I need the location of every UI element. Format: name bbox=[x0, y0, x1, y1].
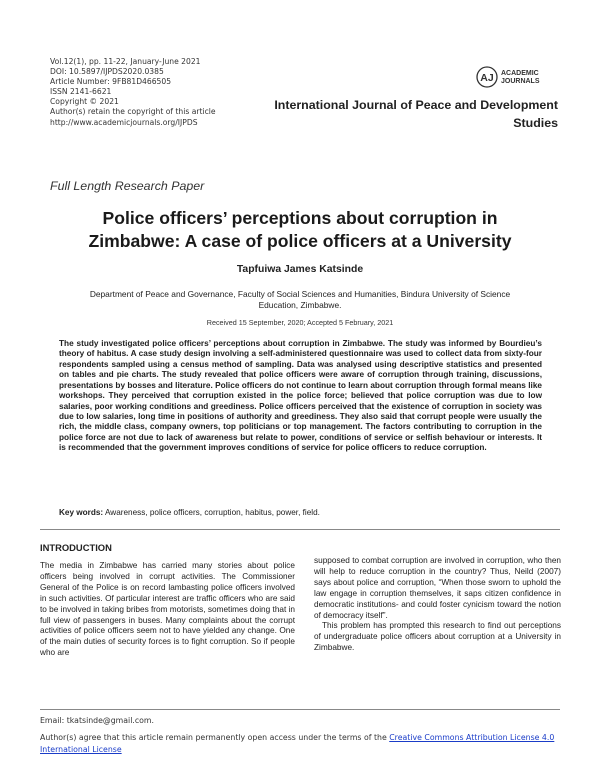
introduction-paragraph: This problem has prompted this research to find out perceptions of undergraduate police officers about corruption at a University in Zimbabwe. bbox=[314, 621, 561, 653]
introduction-heading: INTRODUCTION bbox=[40, 542, 112, 553]
paper-title-line2: Zimbabwe: A case of police officers at a University bbox=[88, 231, 512, 251]
author-email: Email: tkatsinde@gmail.com. bbox=[40, 716, 154, 725]
journal-name bbox=[258, 96, 558, 132]
keywords bbox=[59, 508, 542, 517]
affiliation-line2: Education, Zimbabwe. bbox=[258, 300, 342, 311]
meta-line[interactable]: http://www.academicjournals.org/IJPDS bbox=[50, 117, 198, 127]
article-metadata bbox=[50, 57, 216, 128]
meta-line: ISSN 2141-6621 bbox=[50, 87, 112, 97]
logo-mark: AJ bbox=[480, 72, 494, 84]
meta-line: Copyright © 2021 bbox=[50, 97, 119, 107]
paper-title bbox=[40, 207, 560, 253]
meta-line: Vol.12(1), pp. 11-22, January-June 2021 bbox=[50, 57, 201, 66]
affiliation-line1: Department of Peace and Governance, Faculty of Social Sciences and Humanities, Bindura University of Science bbox=[89, 289, 511, 299]
meta-line: Author(s) retain the copyright of this article bbox=[50, 107, 216, 117]
section-divider bbox=[40, 529, 560, 530]
author-name: Tapfuiwa James Katsinde bbox=[236, 264, 364, 275]
journal-name-line2: Studies bbox=[513, 116, 558, 130]
introduction-paragraph: supposed to combat corruption are involved in corruption, who then will help to reduce corruption in the country? Thus, Neild (2007) says about police and corruption, “When those sworn to uphold the law engage in corruption themselves, it saps citizen confidence in democratic institutions- and could foster cynicism toward the notion of democracy itself”. bbox=[314, 556, 561, 620]
license-link[interactable]: Creative Commons Attribution License 4.0 International License bbox=[40, 733, 555, 754]
academic-journals-logo-icon bbox=[476, 64, 566, 90]
keywords-list: Awareness, police officers, corruption, habitus, power, field. bbox=[104, 508, 320, 517]
logo-line2: JOURNALS bbox=[501, 78, 540, 85]
academic-journals-logo bbox=[476, 64, 566, 90]
journal-name-line1: International Journal of Peace and Development bbox=[274, 98, 558, 112]
paper-type: Full Length Research Paper bbox=[50, 179, 205, 193]
paper-title-line1: Police officers’ perceptions about corruption in bbox=[102, 208, 498, 228]
introduction-right-column bbox=[314, 556, 561, 654]
introduction-left-column bbox=[40, 561, 295, 659]
footer-divider bbox=[40, 709, 560, 710]
received-accepted-dates: Received 15 September, 2020; Accepted 5 February, 2021 bbox=[206, 318, 394, 327]
license-statement bbox=[40, 732, 565, 755]
logo-line1: ACADEMIC bbox=[501, 70, 539, 77]
keywords-label: Key words: bbox=[59, 508, 104, 517]
introduction-paragraph: The media in Zimbabwe has carried many stories about police officers being involved in corrupt activities. The Commissioner General of the Police is on record lambasting police officers involved in such activities. Of particular interest are traffic officers who are said to be involved in taking bribes from motorists, sometimes doing that in full view of passengers in buses. Many complaints about the corrupt activities of police officers seem not to have yielded any change. One of the main duties of security forces is to fight corruption. So if people who are bbox=[40, 561, 295, 658]
author-affiliation bbox=[55, 289, 545, 311]
meta-line: DOI: 10.5897/IJPDS2020.0385 bbox=[50, 67, 164, 77]
meta-line: Article Number: 9FB81D466505 bbox=[50, 77, 172, 87]
license-text: Author(s) agree that this article remain permanently open access under the terms of the bbox=[40, 733, 390, 742]
abstract-text: The study investigated police officers’ perceptions about corruption in Zimbabwe. The study was informed by Bourdieu’s theory of habitus. A case study design involving a self-administered questionnaire was used to collect data from sixty-four respondents sampled using a census method of sampling. Data was analysed using descriptive statistics and presented on tables and pie charts. The study revealed that police officers were aware of corruption through training, discussions, presentations by bosses and literature. Police officers do not continue to learn about corruption through formal means like workshops. They perceived that corruption existed in the police force; believed that police corruption was due to low salaries, poor working conditions and greediness. Police officers perceived that the existence of corruption in society was due to low salaries, long time in positions of authority and greediness. They also said that corrupt people were usually the rich, the middle class, company owners, top politicians or top management. The factors contributing to corruption in the police force are not due to lack of awareness but relate to power, conditions of service or selfish behaviour or interests. It is recommended that the government improves conditions of service for police officers to reduce corruption. bbox=[59, 339, 542, 453]
